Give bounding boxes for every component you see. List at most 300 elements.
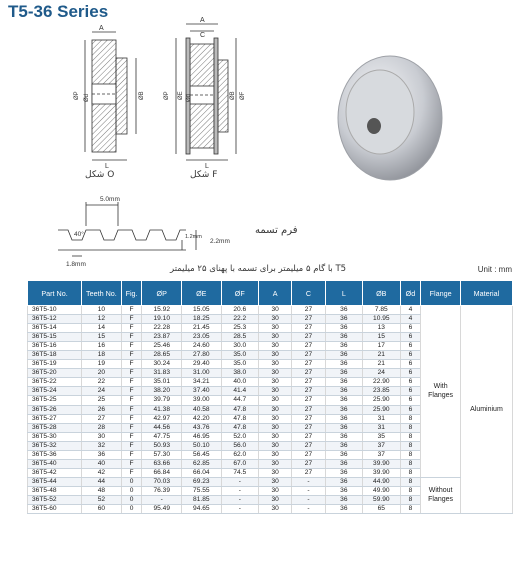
table-cell: 50.10	[182, 441, 222, 450]
table-cell: 36	[325, 306, 362, 315]
belt-pitch-label: 5.0mm	[100, 196, 120, 203]
column-header: C	[292, 281, 325, 306]
table-cell: 0	[121, 495, 142, 504]
table-cell: 36T5-24	[28, 387, 82, 396]
table-cell: 36	[325, 459, 362, 468]
table-cell: 23.05	[182, 333, 222, 342]
table-cell: 27	[292, 306, 325, 315]
table-cell: 6	[400, 351, 421, 360]
table-cell: -	[292, 486, 325, 495]
table-cell: 36T5-26	[28, 405, 82, 414]
svg-text:ØP: ØP	[164, 91, 170, 100]
belt-tooth-width-label: 1.8mm	[66, 261, 86, 268]
belt-height-label: 2.2mm	[210, 238, 230, 245]
table-cell: 36	[325, 477, 362, 486]
table-cell: 35.01	[142, 378, 182, 387]
column-header: A	[259, 281, 292, 306]
table-cell: 8	[400, 450, 421, 459]
table-cell: 22.90	[363, 378, 400, 387]
table-cell: 28.65	[142, 351, 182, 360]
table-cell: -	[292, 505, 325, 514]
table-cell: 38.0	[221, 369, 258, 378]
table-cell: 4	[400, 306, 421, 315]
table-cell: 34.21	[182, 378, 222, 387]
table-cell: F	[121, 360, 142, 369]
table-cell: 22.28	[142, 324, 182, 333]
table-cell: 30	[259, 396, 292, 405]
svg-text:ØP: ØP	[74, 91, 80, 100]
table-cell: 24.60	[182, 342, 222, 351]
table-cell: 27	[292, 369, 325, 378]
table-cell: -	[142, 495, 182, 504]
table-cell: 21.45	[182, 324, 222, 333]
svg-text:A: A	[99, 25, 104, 32]
svg-text:ØB: ØB	[230, 91, 236, 100]
table-cell: 6	[400, 324, 421, 333]
table-cell: 27	[292, 423, 325, 432]
table-cell: 74.5	[221, 468, 258, 477]
table-cell: 23.87	[142, 333, 182, 342]
table-cell: 59.90	[363, 495, 400, 504]
table-cell: 27	[292, 468, 325, 477]
table-cell: 6	[400, 333, 421, 342]
table-cell: 8	[400, 495, 421, 504]
table-row	[28, 306, 513, 315]
figure-f-caption: شکل F	[190, 170, 218, 180]
table-cell: 24	[363, 369, 400, 378]
svg-text:L: L	[205, 163, 209, 170]
table-cell: 23.85	[363, 387, 400, 396]
table-cell: 56.0	[221, 441, 258, 450]
table-cell: 0	[121, 505, 142, 514]
table-cell: 27	[292, 315, 325, 324]
table-cell: 27	[292, 378, 325, 387]
table-cell: 36T5-15	[28, 333, 82, 342]
table-cell: 0	[121, 486, 142, 495]
table-cell: 25.3	[221, 324, 258, 333]
table-cell: 36	[325, 468, 362, 477]
table-cell: 8	[400, 414, 421, 423]
table-cell: 15	[363, 333, 400, 342]
table-cell: 76.39	[142, 486, 182, 495]
pulley-photo	[330, 40, 450, 190]
table-cell: -	[221, 505, 258, 514]
table-cell: 25.90	[363, 405, 400, 414]
table-cell: 14	[82, 324, 122, 333]
table-cell: 62.0	[221, 450, 258, 459]
table-cell: 18	[82, 351, 122, 360]
table-cell: 30	[259, 351, 292, 360]
table-cell: 27	[292, 459, 325, 468]
table-cell: 27	[292, 387, 325, 396]
table-cell: 36T5-14	[28, 324, 82, 333]
unit-label: Unit : mm	[477, 265, 512, 274]
table-cell: 8	[400, 459, 421, 468]
table-cell: 44.56	[142, 423, 182, 432]
table-cell: 36T5-22	[28, 378, 82, 387]
table-cell: 27.80	[182, 351, 222, 360]
flange-with-cell: With Flanges	[421, 306, 461, 478]
table-cell: 31	[363, 414, 400, 423]
table-cell: 47.8	[221, 423, 258, 432]
column-header: Teeth No.	[82, 281, 122, 306]
table-cell: 36	[325, 333, 362, 342]
table-cell: 30	[259, 432, 292, 441]
table-cell: F	[121, 342, 142, 351]
table-cell: 27	[292, 441, 325, 450]
column-header: ØE	[182, 281, 222, 306]
table-cell: 30	[259, 405, 292, 414]
table-cell: 10.95	[363, 315, 400, 324]
table-cell: 30	[259, 306, 292, 315]
table-cell: 7.85	[363, 306, 400, 315]
table-cell: 41.4	[221, 387, 258, 396]
table-cell: 69.23	[182, 477, 222, 486]
table-cell: 36	[325, 378, 362, 387]
table-cell: 36T5-28	[28, 423, 82, 432]
table-cell: 47.8	[221, 414, 258, 423]
table-cell: 50.93	[142, 441, 182, 450]
table-cell: 70.03	[142, 477, 182, 486]
table-cell: 20.6	[221, 306, 258, 315]
table-cell: 27	[292, 342, 325, 351]
table-cell: 19	[82, 360, 122, 369]
table-cell: 36	[325, 486, 362, 495]
table-cell: 57.30	[142, 450, 182, 459]
svg-text:Ød: Ød	[84, 93, 90, 102]
table-cell: 67.0	[221, 459, 258, 468]
table-cell: F	[121, 324, 142, 333]
table-cell: 63.66	[142, 459, 182, 468]
table-caption: T5 با گام ۵ میلیمتر برای تسمه با پهنای ۲۵ میلیمتر	[170, 264, 347, 274]
table-cell: 27	[292, 396, 325, 405]
table-cell: 94.65	[182, 505, 222, 514]
column-header: ØF	[221, 281, 258, 306]
table-cell: 39.00	[182, 396, 222, 405]
svg-text:L: L	[105, 163, 109, 170]
column-header: ØP	[142, 281, 182, 306]
table-cell: 31	[363, 423, 400, 432]
table-cell: 30	[259, 369, 292, 378]
table-cell: F	[121, 315, 142, 324]
belt-form-label: فرم تسمه	[255, 225, 298, 236]
table-cell: 36T5-32	[28, 441, 82, 450]
table-cell: 13	[363, 324, 400, 333]
table-cell: 30	[259, 450, 292, 459]
table-cell: 36T5-52	[28, 495, 82, 504]
table-cell: 36T5-18	[28, 351, 82, 360]
table-cell: 36T5-60	[28, 505, 82, 514]
table-cell: F	[121, 369, 142, 378]
table-cell: 40.58	[182, 405, 222, 414]
table-cell: 19.10	[142, 315, 182, 324]
table-cell: 47.75	[142, 432, 182, 441]
table-cell: 36T5-25	[28, 396, 82, 405]
table-cell: 35	[363, 432, 400, 441]
table-cell: 44.7	[221, 396, 258, 405]
svg-text:ØE: ØE	[178, 91, 184, 100]
table-cell: 15.05	[182, 306, 222, 315]
table-cell: 27	[292, 324, 325, 333]
table-cell: 35.0	[221, 351, 258, 360]
table-cell: 44.90	[363, 477, 400, 486]
table-cell: 30	[259, 423, 292, 432]
belt-angle-label: 40°	[74, 231, 84, 238]
table-cell: 42.97	[142, 414, 182, 423]
table-cell: 28.5	[221, 333, 258, 342]
table-cell: 24	[82, 387, 122, 396]
table-cell: 44	[82, 477, 122, 486]
table-cell: 27	[292, 405, 325, 414]
belt-tooth-height-label: 1.2mm	[185, 234, 202, 240]
table-cell: 39.90	[363, 468, 400, 477]
table-cell: 41.38	[142, 405, 182, 414]
table-cell: 4	[400, 315, 421, 324]
table-cell: 30.24	[142, 360, 182, 369]
table-cell: 12	[82, 315, 122, 324]
table-cell: F	[121, 351, 142, 360]
table-cell: 37	[363, 450, 400, 459]
flange-without-cell: Without Flanges	[421, 477, 461, 513]
svg-text:C: C	[200, 32, 206, 39]
table-cell: 39.79	[142, 396, 182, 405]
table-cell: 35.0	[221, 360, 258, 369]
table-cell: 47.8	[221, 405, 258, 414]
table-cell: 40	[82, 459, 122, 468]
table-cell: F	[121, 378, 142, 387]
table-cell: F	[121, 441, 142, 450]
table-cell: 36	[325, 441, 362, 450]
table-cell: 36	[325, 342, 362, 351]
table-cell: -	[221, 477, 258, 486]
table-cell: 36T5-42	[28, 468, 82, 477]
table-row	[28, 477, 513, 486]
table-cell: 36	[325, 414, 362, 423]
table-cell: 60	[82, 505, 122, 514]
table-cell: 36T5-12	[28, 315, 82, 324]
table-cell: 36	[325, 387, 362, 396]
table-cell: 31.83	[142, 369, 182, 378]
table-cell: 37.40	[182, 387, 222, 396]
table-cell: 30	[259, 468, 292, 477]
table-cell: F	[121, 459, 142, 468]
table-cell: 22	[82, 378, 122, 387]
table-cell: 8	[400, 468, 421, 477]
table-cell: 30	[259, 414, 292, 423]
column-header: Material	[460, 281, 512, 306]
table-cell: 39.90	[363, 459, 400, 468]
table-cell: 36	[325, 351, 362, 360]
table-cell: 6	[400, 396, 421, 405]
table-cell: 27	[82, 414, 122, 423]
svg-text:ØF: ØF	[240, 91, 246, 100]
table-cell: 30	[259, 505, 292, 514]
table-cell: 0	[121, 477, 142, 486]
table-cell: 36T5-36	[28, 450, 82, 459]
table-cell: 40.0	[221, 378, 258, 387]
table-cell: F	[121, 387, 142, 396]
table-cell: 36T5-16	[28, 342, 82, 351]
table-header-row	[28, 281, 513, 306]
table-cell: F	[121, 423, 142, 432]
table-cell: F	[121, 306, 142, 315]
table-cell: 8	[400, 432, 421, 441]
table-cell: 36T5-27	[28, 414, 82, 423]
table-cell: 42	[82, 468, 122, 477]
table-cell: 65	[363, 505, 400, 514]
table-cell: 36	[325, 505, 362, 514]
table-cell: 25.90	[363, 396, 400, 405]
column-header: Ød	[400, 281, 421, 306]
table-cell: 52	[82, 495, 122, 504]
table-cell: 17	[363, 342, 400, 351]
table-cell: 49.90	[363, 486, 400, 495]
table-cell: F	[121, 396, 142, 405]
table-cell: 30.0	[221, 342, 258, 351]
table-cell: 25	[82, 396, 122, 405]
table-cell: 48	[82, 486, 122, 495]
table-cell: F	[121, 405, 142, 414]
column-header: ØB	[363, 281, 400, 306]
table-cell: 56.45	[182, 450, 222, 459]
table-cell: 36T5-19	[28, 360, 82, 369]
table-cell: 6	[400, 342, 421, 351]
table-cell: 30	[259, 342, 292, 351]
table-cell: 66.04	[182, 468, 222, 477]
table-cell: 30	[259, 495, 292, 504]
table-cell: 36T5-20	[28, 369, 82, 378]
table-cell: 18.25	[182, 315, 222, 324]
table-cell: 36	[82, 450, 122, 459]
table-cell: 36	[325, 450, 362, 459]
table-cell: 8	[400, 423, 421, 432]
table-cell: 30	[259, 486, 292, 495]
table-cell: 27	[292, 360, 325, 369]
table-cell: F	[121, 432, 142, 441]
table-cell: 52.0	[221, 432, 258, 441]
table-cell: 8	[400, 441, 421, 450]
table-cell: 43.76	[182, 423, 222, 432]
table-cell: 42.20	[182, 414, 222, 423]
table-cell: 30	[259, 459, 292, 468]
table-cell: 36	[325, 495, 362, 504]
table-cell: 28	[82, 423, 122, 432]
table-cell: 27	[292, 414, 325, 423]
table-cell: 31.00	[182, 369, 222, 378]
table-cell: 36T5-30	[28, 432, 82, 441]
table-cell: 36	[325, 423, 362, 432]
table-cell: 36T5-48	[28, 486, 82, 495]
table-cell: 10	[82, 306, 122, 315]
table-cell: 8	[400, 477, 421, 486]
table-cell: 30	[82, 432, 122, 441]
column-header: L	[325, 281, 362, 306]
table-cell: F	[121, 414, 142, 423]
table-cell: 38.20	[142, 387, 182, 396]
table-cell: 15.92	[142, 306, 182, 315]
table-cell: 30	[259, 477, 292, 486]
table-cell: -	[221, 486, 258, 495]
table-cell: 6	[400, 369, 421, 378]
table-cell: 95.49	[142, 505, 182, 514]
table-cell: -	[221, 495, 258, 504]
belt-profile-drawing	[58, 202, 196, 256]
table-cell: F	[121, 333, 142, 342]
table-cell: -	[292, 495, 325, 504]
table-cell: 8	[400, 486, 421, 495]
figure-o-caption: شکل O	[85, 170, 115, 180]
table-cell: 75.55	[182, 486, 222, 495]
column-header: Part No.	[28, 281, 82, 306]
table-cell: 36	[325, 405, 362, 414]
table-cell: 20	[82, 369, 122, 378]
table-cell: 36	[325, 315, 362, 324]
table-cell: 6	[400, 360, 421, 369]
specs-table	[27, 280, 513, 514]
table-cell: 21	[363, 360, 400, 369]
table-cell: 30	[259, 333, 292, 342]
table-cell: 22.2	[221, 315, 258, 324]
table-cell: 62.85	[182, 459, 222, 468]
table-cell: 46.95	[182, 432, 222, 441]
table-cell: 30	[259, 378, 292, 387]
table-cell: 29.40	[182, 360, 222, 369]
table-cell: 32	[82, 441, 122, 450]
table-cell: 36T5-10	[28, 306, 82, 315]
table-cell: 6	[400, 378, 421, 387]
table-cell: 21	[363, 351, 400, 360]
table-cell: 25.46	[142, 342, 182, 351]
table-cell: 36T5-40	[28, 459, 82, 468]
table-cell: 36	[325, 396, 362, 405]
table-cell: 36	[325, 432, 362, 441]
table-cell: 36	[325, 360, 362, 369]
table-cell: 30	[259, 324, 292, 333]
table-cell: 37	[363, 441, 400, 450]
table-cell: 16	[82, 342, 122, 351]
material-cell: Aluminium	[460, 306, 512, 514]
table-cell: 26	[82, 405, 122, 414]
table-cell: 30	[259, 441, 292, 450]
svg-text:A: A	[200, 17, 205, 24]
table-cell: 8	[400, 505, 421, 514]
table-cell: 15	[82, 333, 122, 342]
table-cell: 30	[259, 360, 292, 369]
table-cell: 6	[400, 405, 421, 414]
table-cell: 30	[259, 387, 292, 396]
table-cell: 36	[325, 324, 362, 333]
table-cell: F	[121, 450, 142, 459]
table-cell: F	[121, 468, 142, 477]
table-cell: 36	[325, 369, 362, 378]
figure-o-drawing	[85, 32, 136, 160]
table-cell: 27	[292, 333, 325, 342]
column-header: Flange	[421, 281, 461, 306]
table-cell: 27	[292, 450, 325, 459]
table-cell: 66.84	[142, 468, 182, 477]
table-cell: 27	[292, 351, 325, 360]
table-cell: 30	[259, 315, 292, 324]
table-cell: 81.85	[182, 495, 222, 504]
table-cell: 27	[292, 432, 325, 441]
svg-text:ØB: ØB	[139, 91, 145, 100]
page-title: T5-36 Series	[8, 2, 109, 21]
figure-f-drawing	[176, 24, 236, 160]
table-cell: 6	[400, 387, 421, 396]
table-cell: -	[292, 477, 325, 486]
table-cell: 36T5-44	[28, 477, 82, 486]
column-header: Fig.	[121, 281, 142, 306]
